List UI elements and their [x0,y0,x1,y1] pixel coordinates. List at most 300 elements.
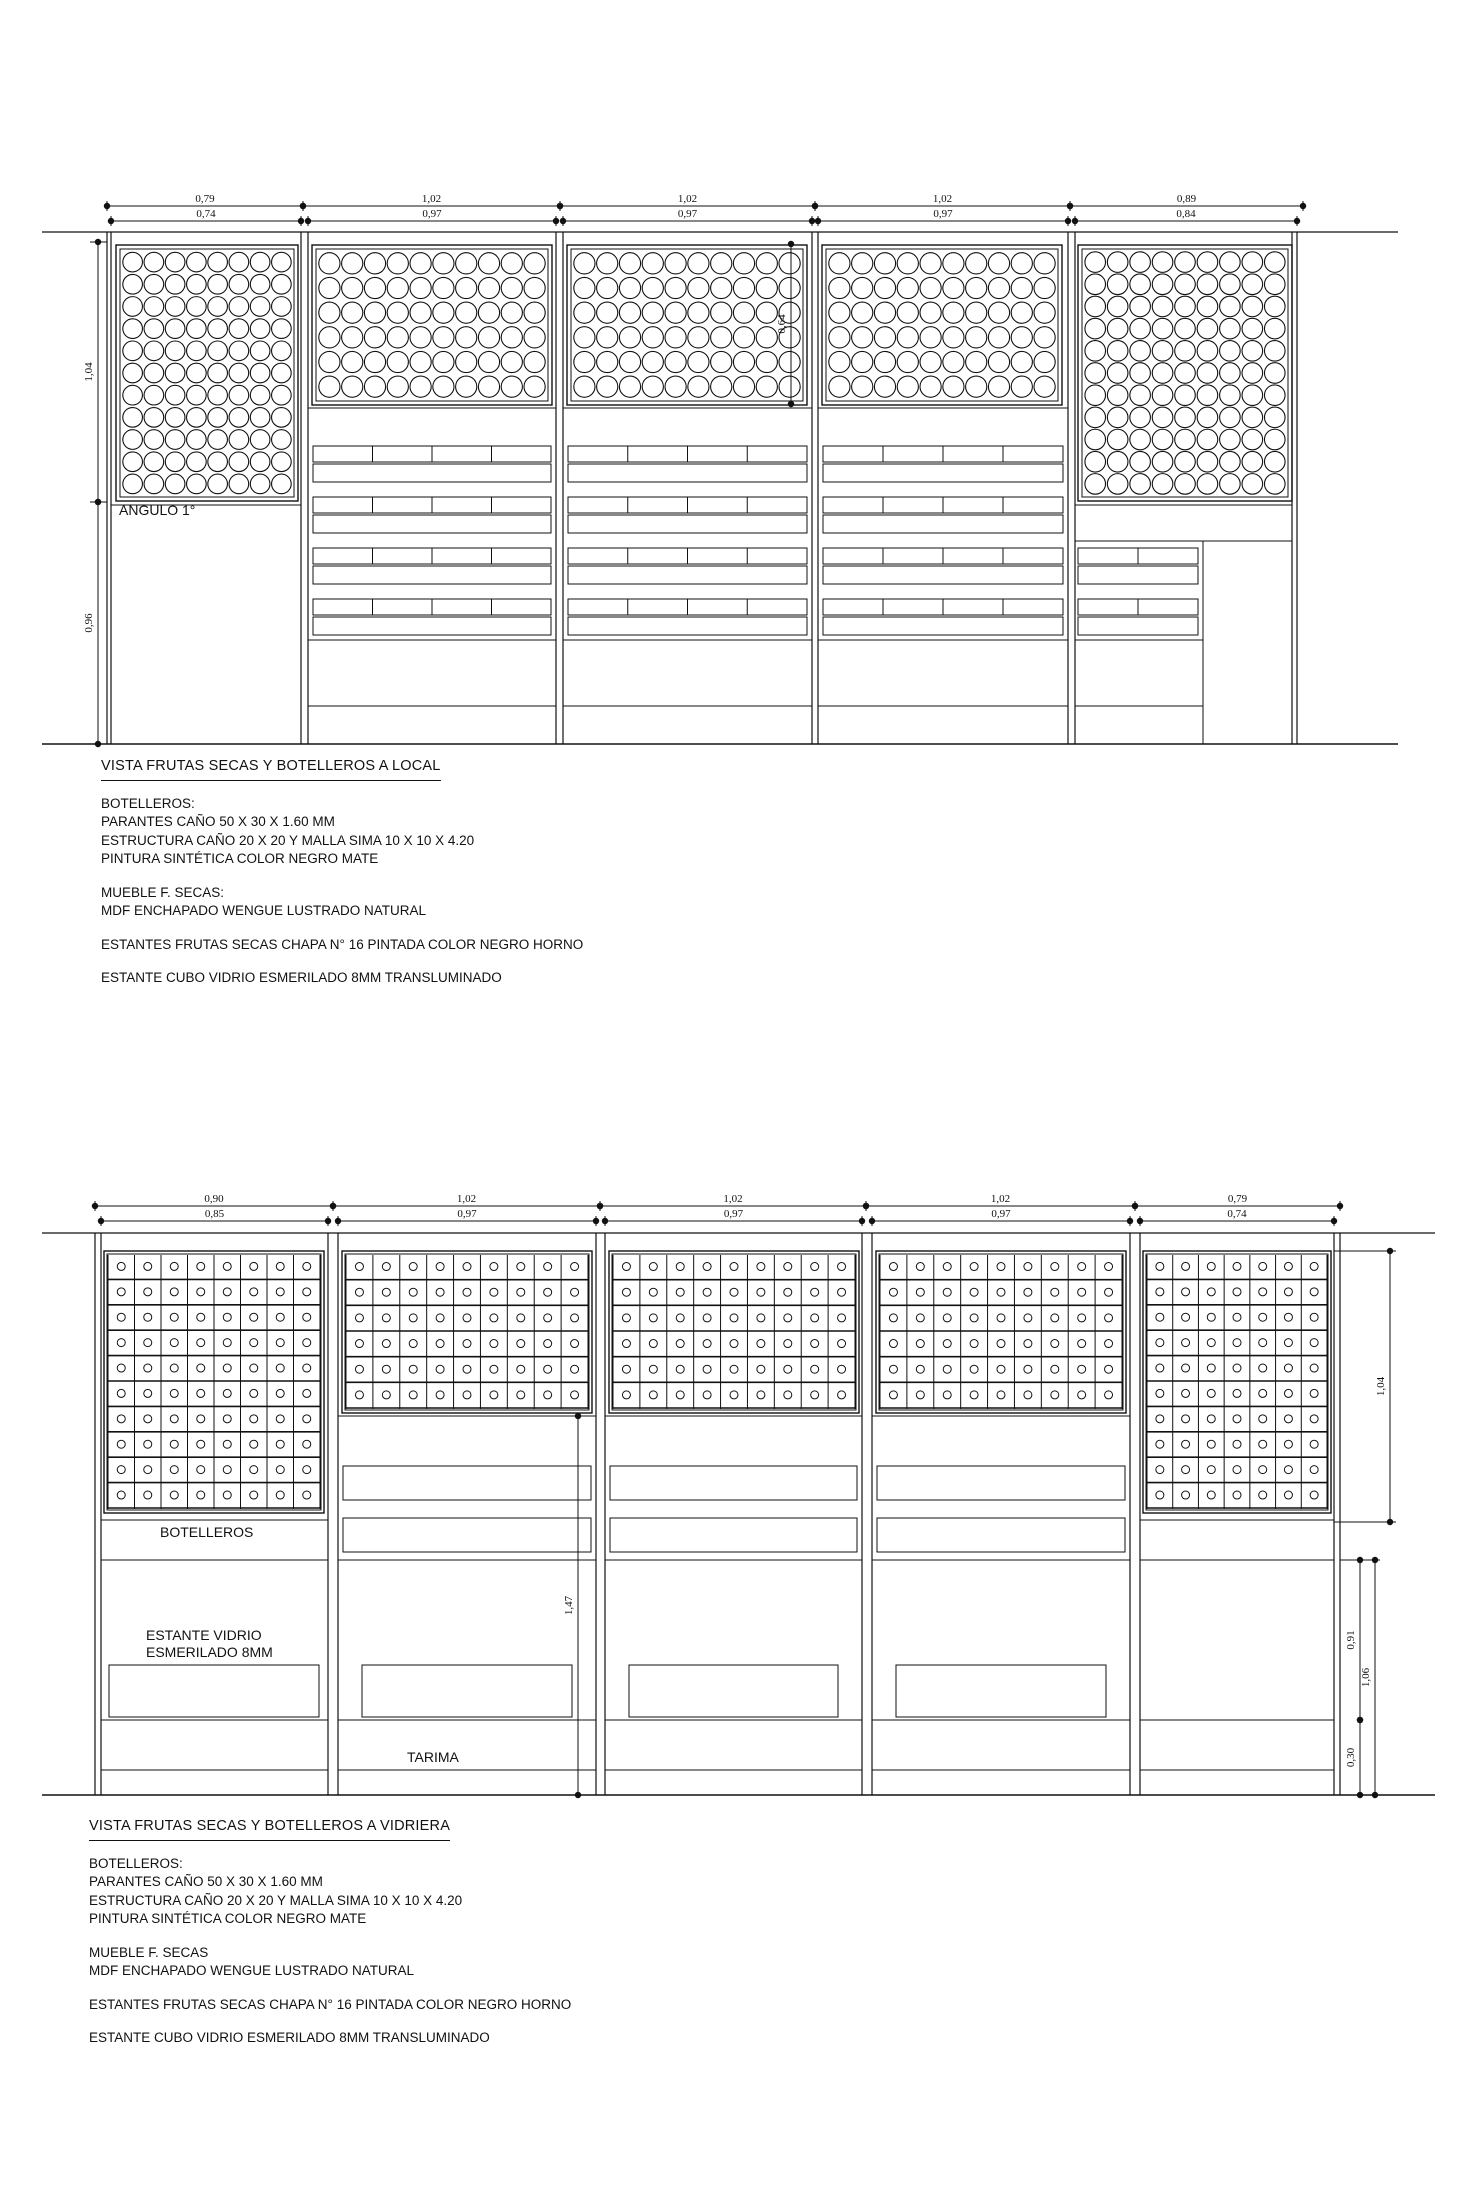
wine-rack-module-3 [567,245,807,405]
bottle-slot [544,1391,552,1399]
bottle-slot [1264,318,1285,339]
bottle-slot [1264,252,1285,273]
bottle-slot [436,1263,444,1271]
bottle-slot [1182,1389,1190,1397]
bottle-slot [665,302,686,323]
bottle-slot [1085,341,1106,362]
dimension-dot [597,1203,603,1209]
bottle-slot [784,1288,792,1296]
wine-rack-module-2 [316,249,548,401]
bottle-slot [1220,363,1241,384]
bottle-slot [364,376,385,397]
bottle-slot [571,1288,579,1296]
bottle-slot [223,1415,231,1423]
bottle-slot [1152,385,1173,406]
bottle-slot [966,253,987,274]
bottle-slot [1085,252,1106,273]
bottle-slot [387,327,408,348]
bottle-slot [1156,1364,1164,1372]
module-width-inner: 0,97 [457,1208,477,1220]
bottle-slot [1156,1389,1164,1397]
bottle-slot [1259,1389,1267,1397]
bottle-slot [874,277,895,298]
bottle-slot [1182,1288,1190,1296]
bottle-slot [649,1391,657,1399]
bottle-slot [117,1288,125,1296]
bottle-slot [170,1415,178,1423]
bottle-slot [916,1391,924,1399]
bottle-slot [276,1313,284,1321]
bottle-slot [757,1391,765,1399]
dimension-dot [1137,1218,1143,1224]
dimension-dot [1357,1717,1363,1723]
bottle-slot [943,1314,951,1322]
bottle-slot [1107,252,1128,273]
wine-rack-module-4 [822,245,1062,405]
bottle-slot [170,1440,178,1448]
bottle-slot [829,302,850,323]
bottle-slot [355,1340,363,1348]
bottle-slot [117,1466,125,1474]
bottle-slot [208,430,228,450]
bottle-slot [170,1364,178,1372]
glass-shelf [362,1665,572,1717]
bottle-slot [688,277,709,298]
bottle-slot [456,253,477,274]
bottle-slot [1130,341,1151,362]
module-width-outer: 0,89 [1176,193,1197,205]
bottle-slot [665,253,686,274]
bottle-slot [916,1365,924,1373]
bottle-slot [144,363,164,383]
bottle-slot [463,1391,471,1399]
bottle-slot [272,363,292,383]
bottle-slot [916,1263,924,1271]
bottle-slot [272,252,292,272]
drawer-front [343,1466,591,1500]
bottle-slot [711,302,732,323]
bottle-slot [250,1389,258,1397]
bottle-slot [1175,318,1196,339]
bottle-slot [1220,341,1241,362]
bottle-slot [387,277,408,298]
bottle-slot [1242,296,1263,317]
bottle-slot [1051,1314,1059,1322]
bottle-slot [829,327,850,348]
bottle-slot [197,1415,205,1423]
bottle-slot [1233,1466,1241,1474]
dimension-dot [1337,1203,1343,1209]
glass-shelf [896,1665,1106,1717]
bottle-slot [355,1365,363,1373]
bottle-slot [1078,1391,1086,1399]
bottle-slot [144,1313,152,1321]
bottle-slot [1175,451,1196,472]
bottle-slot [342,253,363,274]
bottle-slot [1284,1339,1292,1347]
label-glass-shelf: ESTANTE VIDRIO [146,1627,262,1643]
bottle-slot [364,327,385,348]
bottle-slot [897,376,918,397]
bottle-slot [1259,1288,1267,1296]
bottle-slot [456,351,477,372]
bottle-slot [382,1263,390,1271]
module-width-outer: 1,02 [456,1193,477,1205]
bottle-slot [703,1314,711,1322]
bottle-slot [889,1391,897,1399]
spec-line: MDF ENCHAPADO WENGUE LUSTRADO NATURAL [89,1963,415,1978]
bottle-slot [733,253,754,274]
bottle-slot [165,319,185,339]
dimension-dot [1127,1218,1133,1224]
bottle-slot [1182,1339,1190,1347]
bottle-slot [117,1313,125,1321]
wire-rack-module-3 [609,1251,859,1413]
bottle-slot [1175,407,1196,428]
bottle-slot [779,277,800,298]
bottle-slot [1264,407,1285,428]
module-width-inner: 0,74 [1227,1208,1247,1220]
bottle-slot [1078,1263,1086,1271]
bottle-slot [574,327,595,348]
bottle-slot [1130,451,1151,472]
bottle-slot [1107,429,1128,450]
module-width-inner: 0,74 [196,208,216,220]
bottle-slot [838,1263,846,1271]
bottle-slot [838,1365,846,1373]
bottle-slot [1220,296,1241,317]
bottle-slot [1242,451,1263,472]
bottle-slot [387,376,408,397]
bottle-slot [342,302,363,323]
bottle-slot [988,302,1009,323]
bottle-slot [272,430,292,450]
bottle-slot [382,1365,390,1373]
module-width-outer: 1,02 [723,1193,743,1205]
bottle-slot [1034,253,1055,274]
bottle-slot [276,1466,284,1474]
bottle-slot [229,252,249,272]
bottle-slot [703,1288,711,1296]
wire-rack-module-2 [342,1251,592,1413]
bottle-slot [123,430,143,450]
bottle-slot [123,408,143,428]
bottle-slot [1034,351,1055,372]
bottle-slot [1220,252,1241,273]
bottle-slot [920,277,941,298]
bottle-slot [1156,1491,1164,1499]
bottle-slot [733,277,754,298]
bottle-slot [355,1288,363,1296]
bottle-slot [970,1263,978,1271]
bottle-slot [811,1288,819,1296]
nut-shelf-tray [313,617,551,635]
bottle-slot [642,277,663,298]
bottle-slot [943,277,964,298]
bottle-slot [1107,274,1128,295]
bottle-slot [829,351,850,372]
bottle-slot [811,1365,819,1373]
bottle-slot [319,302,340,323]
bottle-slot [757,1340,765,1348]
bottle-slot [117,1440,125,1448]
bottle-slot [1259,1262,1267,1270]
bottle-slot [478,253,499,274]
bottle-slot [970,1340,978,1348]
bottle-slot [524,327,545,348]
bottle-slot [1233,1262,1241,1270]
bottle-slot [276,1440,284,1448]
bottle-slot [711,376,732,397]
bottle-slot [478,327,499,348]
bottle-slot [276,1389,284,1397]
bottle-slot [784,1314,792,1322]
bottle-slot [1182,1440,1190,1448]
bottle-slot [649,1263,657,1271]
bottle-slot [187,341,207,361]
bottle-slot [970,1391,978,1399]
bottle-slot [517,1263,525,1271]
bottle-slot [1107,407,1128,428]
bottle-slot [272,474,292,494]
dimension-dot [1357,1792,1363,1798]
bottle-slot [1156,1415,1164,1423]
view-vidriera-title: VISTA FRUTAS SECAS Y BOTELLEROS A VIDRIERA [89,1817,450,1841]
bottle-slot [920,376,941,397]
bottle-slot [1024,1340,1032,1348]
bottle-slot [303,1262,311,1270]
bottle-slot [144,341,164,361]
spec-line: ESTANTE CUBO VIDRIO ESMERILADO 8MM TRANSLUMINADO [101,970,502,985]
module-width-inner: 0,84 [1176,208,1196,220]
dimension-dot [557,203,563,209]
bottle-slot [187,452,207,472]
bottle-slot [733,302,754,323]
bottle-slot [410,327,431,348]
bottle-slot [250,1262,258,1270]
bottle-slot [436,1391,444,1399]
bottle-slot [703,1365,711,1373]
bottle-slot [1197,318,1218,339]
bottle-slot [1220,451,1241,472]
bottle-slot [649,1288,657,1296]
bottle-slot [501,302,522,323]
bottle-slot [1130,318,1151,339]
wine-rack-module-5 [1078,245,1292,501]
bottle-slot [649,1365,657,1373]
bottle-slot [874,351,895,372]
bottle-slot [1259,1440,1267,1448]
bottle-slot [1011,277,1032,298]
bottle-slot [1233,1313,1241,1321]
angle-label: ANGULO 1° [119,502,196,518]
bottle-slot [571,1365,579,1373]
bottle-slot [1284,1262,1292,1270]
spec-line: ESTANTE CUBO VIDRIO ESMERILADO 8MM TRANSLUMINADO [89,2030,490,2045]
nut-shelf-tray [823,515,1063,533]
bottle-slot [1259,1466,1267,1474]
nut-shelf-tray [313,464,551,482]
bottle-slot [676,1391,684,1399]
dimension-dot [553,218,559,224]
bottle-slot [355,1391,363,1399]
bottle-slot [943,376,964,397]
bottle-slot [223,1364,231,1372]
dimension-dot [1065,218,1071,224]
bottle-slot [170,1339,178,1347]
bottle-slot [943,302,964,323]
dimension-dot [1067,203,1073,209]
notes-view-vidriera [89,1817,571,2063]
nut-shelf-tray [568,566,807,584]
module-width-outer: 1,02 [932,193,953,205]
bottle-slot [711,327,732,348]
bottle-slot [272,319,292,339]
bottle-slot [730,1391,738,1399]
bottle-slot [478,351,499,372]
bottle-slot [342,351,363,372]
bottle-slot [250,274,270,294]
bottle-slot [874,253,895,274]
bottle-slot [829,253,850,274]
bottle-slot [1197,429,1218,450]
bottle-slot [966,302,987,323]
bottle-slot [852,376,873,397]
bottle-slot [342,277,363,298]
bottle-slot [144,385,164,405]
bottle-slot [897,351,918,372]
bottle-slot [642,327,663,348]
bottle-slot [1152,451,1173,472]
spec-line: ESTRUCTURA CAÑO 20 X 20 Y MALLA SIMA 10 X 10 X 4.20 [101,832,475,848]
bottle-slot [165,474,185,494]
bottle-slot [197,1313,205,1321]
bottle-slot [1085,296,1106,317]
height-dimension: 1,04 [1375,1376,1387,1397]
bottle-slot [187,297,207,317]
bottle-slot [889,1263,897,1271]
bottle-slot [1197,407,1218,428]
bottle-slot [170,1262,178,1270]
bottle-slot [144,1466,152,1474]
bottle-slot [619,277,640,298]
bottle-slot [229,274,249,294]
bottle-slot [1156,1313,1164,1321]
bottle-slot [688,302,709,323]
bottle-slot [597,351,618,372]
bottle-slot [123,297,143,317]
bottle-slot [852,253,873,274]
bottle-slot [517,1391,525,1399]
bottle-slot [123,341,143,361]
bottle-slot [364,277,385,298]
bottle-slot [144,274,164,294]
dimension-dot [560,218,566,224]
nut-shelf-tray [568,515,807,533]
nut-shelf-tray [823,566,1063,584]
bottle-slot [642,302,663,323]
dimension-dot [95,741,101,747]
wire-rack-module-4 [879,1254,1123,1410]
bottle-slot [1152,318,1173,339]
bottle-slot [208,297,228,317]
bottle-slot [276,1339,284,1347]
bottle-slot [1197,296,1218,317]
bottle-slot [250,363,270,383]
bottle-slot [1085,363,1106,384]
bottle-slot [574,277,595,298]
nut-shelf-tray [823,617,1063,635]
bottle-slot [250,385,270,405]
bottle-slot [490,1263,498,1271]
bottle-slot [144,1262,152,1270]
bottle-slot [382,1391,390,1399]
bottle-slot [223,1440,231,1448]
bottle-slot [1233,1364,1241,1372]
bottle-slot [117,1491,125,1499]
dimension-dot [325,1218,331,1224]
spec-line: ESTANTES FRUTAS SECAS CHAPA N° 16 PINTADA COLOR NEGRO HORNO [89,1996,572,2012]
dimension-dot [869,1218,875,1224]
bottle-slot [229,474,249,494]
bottle-slot [1264,385,1285,406]
bottle-slot [1078,1288,1086,1296]
label-botelleros: BOTELLEROS [160,1524,254,1540]
bottle-slot [382,1340,390,1348]
bottle-slot [730,1365,738,1373]
bottle-slot [1284,1440,1292,1448]
dimension-dot [98,1218,104,1224]
bottle-slot [144,474,164,494]
bottle-slot [988,351,1009,372]
bottle-slot [409,1288,417,1296]
bottle-slot [410,376,431,397]
bottle-slot [1242,429,1263,450]
bottle-slot [916,1340,924,1348]
bottle-slot [382,1314,390,1322]
bottle-slot [524,253,545,274]
dimension-dot [809,218,815,224]
bottle-slot [943,1391,951,1399]
bottle-slot [409,1391,417,1399]
bottle-slot [1242,407,1263,428]
bottle-slot [838,1391,846,1399]
bottle-slot [229,430,249,450]
bottle-slot [250,474,270,494]
bottle-slot [501,277,522,298]
bottle-slot [250,1364,258,1372]
bottle-slot [544,1340,552,1348]
bottle-slot [649,1340,657,1348]
bottle-slot [1011,253,1032,274]
bottle-slot [187,363,207,383]
bottle-slot [1130,385,1151,406]
bottle-slot [943,1365,951,1373]
bottle-slot [784,1263,792,1271]
bottle-slot [619,253,640,274]
height-dimension: 1,04 [83,362,95,382]
bottle-slot [676,1314,684,1322]
bottle-slot [1242,252,1263,273]
drawer-front [610,1518,857,1552]
bottle-slot [574,351,595,372]
bottle-slot [966,327,987,348]
bottle-slot [1105,1391,1113,1399]
bottle-slot [524,277,545,298]
bottle-slot [433,376,454,397]
bottle-slot [829,277,850,298]
bottle-slot [784,1391,792,1399]
